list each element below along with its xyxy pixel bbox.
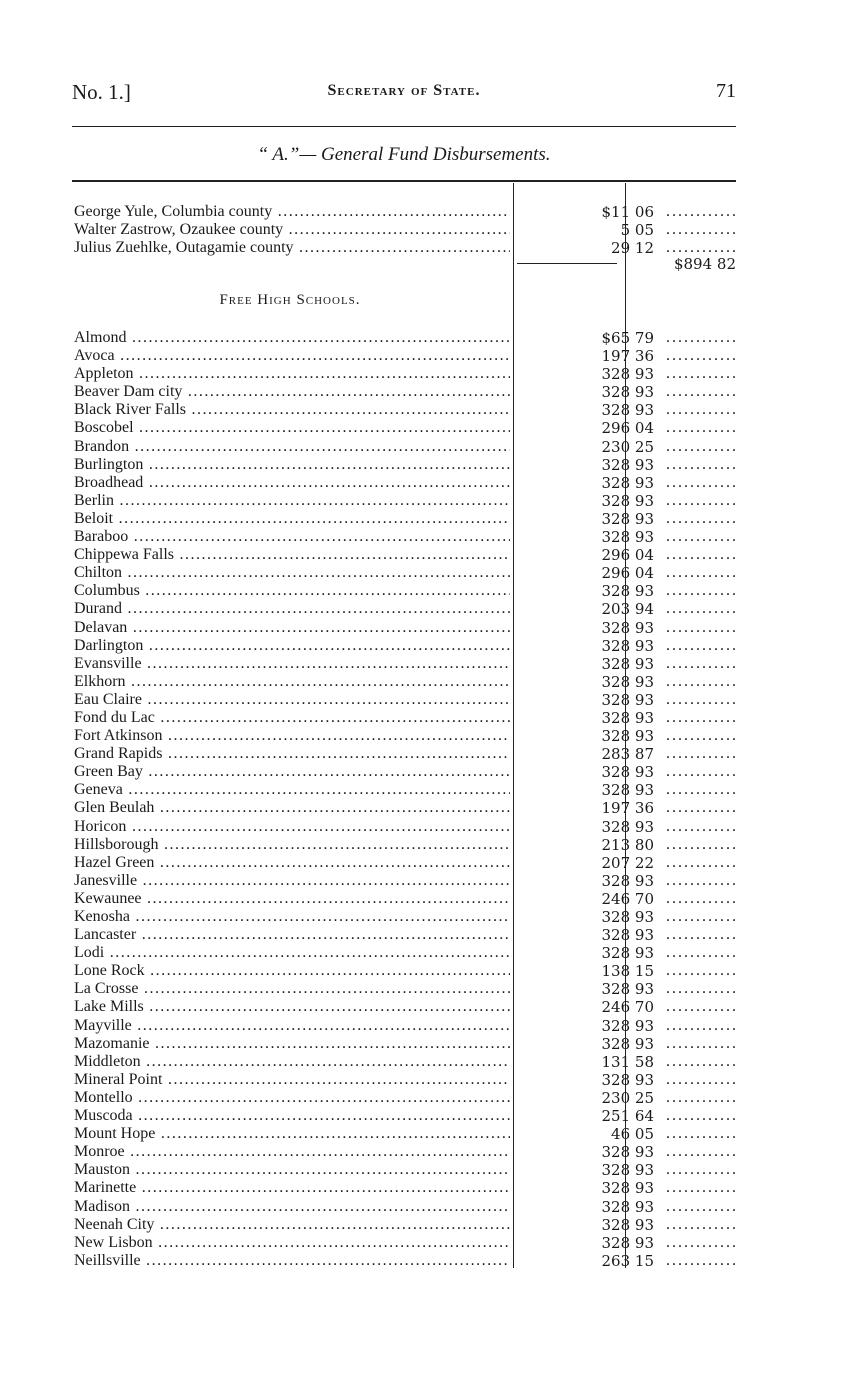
leader-dots: ............ [666,799,738,817]
table-row [74,492,738,510]
table-row [74,510,738,528]
leader-dots: ............ [666,1034,738,1052]
leader-dots: ............ [666,1197,738,1215]
table-row [74,1252,738,1270]
amount: 328 93 [601,654,654,673]
leader-dots: ............ [666,473,738,491]
leader-dots: ............ [666,727,738,745]
table-row [74,962,738,980]
table-row [74,401,738,419]
table-row [74,1053,738,1071]
leader-dots: ............ [666,908,738,925]
payee-name: Evansville ..... [74,655,510,673]
leader-dots: ............ [666,600,738,618]
leader-dots: ............ [666,1233,738,1251]
leader-dots: ............ [666,401,738,419]
leader-dots: ............ [666,203,738,220]
table-row [74,691,738,709]
payee-name: Lone Rock ..... [74,962,510,980]
payee-name: Boscobel ..... [74,419,510,437]
payee-name: Fort Atkinson ..... [74,727,510,745]
table-row [74,1107,738,1125]
payee-name: Brandon ..... [74,438,510,456]
payee-name: Middleton ..... [74,1053,510,1071]
amount: 283 87 [601,745,654,764]
payee-name: Green Bay ..... [74,763,510,781]
section-title: “ A.”— General Fund Disbursements. [257,144,551,165]
table-row [74,1017,738,1035]
amount: 296 04 [601,546,654,565]
amount: 328 93 [601,926,654,945]
payee-name: Appleton ..... [74,365,510,383]
table-row [74,564,738,582]
leader-dots: ............ [666,926,738,944]
payee-name: Delavan ..... [74,619,510,637]
payee-name: Monroe ..... [74,1143,510,1161]
table-row [74,781,738,799]
amount: 197 36 [601,347,654,366]
table-row [74,383,738,401]
table-row [74,365,738,383]
amount: 203 94 [601,600,654,619]
leader-dots: ............ [666,835,738,853]
amount: 296 04 [601,564,654,583]
payee-name: Walter Zastrow, Ozaukee county ..... [74,221,510,239]
table-row [74,1143,738,1161]
leader-dots: ............ [666,1052,738,1070]
table-row [74,619,738,637]
leader-dots: ............ [666,1070,738,1088]
payee-name: Mayville ..... [74,1017,510,1035]
table-row [74,908,738,926]
amount: 328 93 [601,401,654,420]
amount: 328 93 [601,1070,654,1089]
leader-dots: ............ [666,365,738,383]
payee-name: Hillsborough ..... [74,836,510,854]
leader-dots: ............ [666,1161,738,1179]
table-top-rule [72,180,736,182]
leader-dots: ............ [666,1251,738,1269]
payee-name: Lake Mills ..... [74,998,510,1016]
payee-name: Chilton ..... [74,564,510,582]
table-row [74,600,738,618]
amount: 251 64 [601,1107,654,1126]
payee-name: Mauston ..... [74,1161,510,1179]
payee-name: Black River Falls ..... [74,401,510,419]
payee-name: Beloit ..... [74,510,510,528]
table-row [74,203,738,221]
table-row [74,998,738,1016]
leader-dots: ............ [666,708,738,726]
amount: 328 93 [601,1034,654,1053]
disbursement-list-top [74,203,738,257]
amount: 328 93 [601,708,654,727]
leader-dots: ............ [666,1125,738,1143]
table-row [74,854,738,872]
table-row [74,836,738,854]
amount: 328 93 [601,1179,654,1198]
amount: 328 93 [601,727,654,746]
leader-dots: ............ [666,347,738,365]
payee-name: Almond ..... [74,329,510,347]
leader-dots: ............ [666,455,738,473]
leader-dots: ............ [666,329,738,346]
schools-list [74,329,738,1270]
leader-dots: ............ [666,672,738,690]
amount: 328 93 [601,672,654,691]
table-row [74,528,738,546]
table-row [74,1161,738,1179]
table-row [74,347,738,365]
amount: 328 93 [601,455,654,474]
payee-name: Burlington ..... [74,456,510,474]
payee-name: Mineral Point ..... [74,1071,510,1089]
leader-dots: ............ [666,636,738,654]
payee-name: Chippewa Falls ..... [74,546,510,564]
leader-dots: ............ [666,528,738,546]
amount: 328 93 [601,1143,654,1162]
leader-dots: ............ [666,871,738,889]
payee-name: Kenosha ..... [74,908,510,926]
amount: 263 15 [601,1251,654,1270]
amount: 328 93 [601,763,654,782]
leader-dots: ............ [666,889,738,907]
payee-name: Neenah City ..... [74,1216,510,1234]
amount: 246 70 [601,998,654,1017]
leader-dots: ............ [666,1107,738,1125]
leader-dots: ............ [666,1215,738,1233]
payee-name: Muscoda ..... [74,1107,510,1125]
leader-dots: ............ [666,491,738,509]
leader-dots: ............ [666,1088,738,1106]
leader-dots: ............ [666,1143,738,1161]
document-number: No. 1.] [72,80,131,104]
leader-dots: ............ [666,763,738,781]
leader-dots: ............ [666,944,738,962]
payee-name: Neillsville ..... [74,1252,510,1270]
table-row [74,1179,738,1197]
table-row [74,872,738,890]
leader-dots: ............ [666,1016,738,1034]
payee-name: Avoca ..... [74,347,510,365]
amount: 328 93 [601,582,654,601]
leader-dots: ............ [666,383,738,401]
table-row [74,709,738,727]
table-row [74,637,738,655]
leader-dots: ............ [666,437,738,455]
amount: 328 93 [601,1215,654,1234]
amount: 328 93 [601,618,654,637]
table-row [74,980,738,998]
amount: 328 93 [601,383,654,402]
amount: 328 93 [601,944,654,963]
amount: 328 93 [601,871,654,890]
table-row [74,763,738,781]
payee-name: Montello ..... [74,1089,510,1107]
table-row [74,926,738,944]
table-row [74,582,738,600]
table-row [74,474,738,492]
table-row [74,890,738,908]
amount: 328 93 [601,1197,654,1216]
payee-name: Lodi ..... [74,944,510,962]
amount: 328 93 [601,528,654,547]
running-title: Secretary of State. [327,82,481,99]
payee-name: Janesville ..... [74,872,510,890]
table-row [74,456,738,474]
payee-name: Lancaster ..... [74,926,510,944]
payee-name: George Yule, Columbia county ..... [74,203,510,221]
amount: 328 93 [601,473,654,492]
table-row [74,546,738,564]
amount: 197 36 [601,799,654,818]
amount: 328 93 [601,636,654,655]
amount: 328 93 [601,908,654,926]
amount: 230 25 [601,437,654,456]
payee-name: Glen Beulah ..... [74,799,510,817]
amount: 328 93 [601,690,654,709]
table-row [74,438,738,456]
leader-dots: ............ [666,618,738,636]
table-row [74,221,738,239]
leader-dots: ............ [666,509,738,527]
payee-name: La Crosse ..... [74,980,510,998]
payee-name: Beaver Dam city ..... [74,383,510,401]
header-rule [72,126,736,127]
payee-name: Julius Zuehlke, Outagamie county ..... [74,239,510,257]
amount: 328 93 [601,509,654,528]
table-row [74,1234,738,1252]
payee-name: Elkhorn ..... [74,673,510,691]
payee-name: Darlington ..... [74,637,510,655]
page-header [72,80,736,108]
table-row [74,727,738,745]
leader-dots: ............ [666,546,738,564]
payee-name: Mount Hope ..... [74,1125,510,1143]
schools-heading: Free High Schools. [219,292,361,308]
table-row [74,673,738,691]
amount: 138 15 [601,962,654,981]
table-row [74,419,738,437]
table-row [74,1198,738,1216]
leader-dots: ............ [666,853,738,871]
amount: 213 80 [601,835,654,854]
leader-dots: ............ [666,654,738,672]
table-row [74,1035,738,1053]
payee-name: Columbus ..... [74,582,510,600]
table-row [74,239,738,257]
table-row [74,1216,738,1234]
payee-name: Mazomanie ..... [74,1035,510,1053]
amount: 328 93 [601,1016,654,1035]
leader-dots: ............ [666,781,738,799]
leader-dots: ............ [666,980,738,998]
amount: 328 93 [601,491,654,510]
leader-dots: ............ [666,564,738,582]
payee-name: New Lisbon ..... [74,1234,510,1252]
amount: 46 05 [611,1125,654,1144]
payee-name: Geneva ..... [74,781,510,799]
section-total: $894 82 [673,255,736,273]
table-row [74,1071,738,1089]
table-row [74,745,738,763]
table-row [74,818,738,836]
amount: 29 12 [611,239,654,258]
amount: $65 79 [601,329,654,347]
subtotal-rule [517,263,617,264]
payee-name: Hazel Green ..... [74,854,510,872]
table-row [74,799,738,817]
amount: 246 70 [601,889,654,908]
amount: 328 93 [601,1233,654,1252]
amount: 328 93 [601,365,654,384]
amount: 131 58 [601,1052,654,1071]
table-row [74,1125,738,1143]
leader-dots: ............ [666,690,738,708]
amount: 230 25 [601,1088,654,1107]
amount: 328 93 [601,781,654,800]
table-row [74,329,738,347]
table-row [74,944,738,962]
payee-name: Berlin ..... [74,492,510,510]
leader-dots: ............ [666,962,738,980]
payee-name: Kewaunee ..... [74,890,510,908]
payee-name: Horicon ..... [74,818,510,836]
amount: 328 93 [601,1161,654,1180]
amount: 328 93 [601,980,654,999]
payee-name: Eau Claire ..... [74,691,510,709]
amount: 207 22 [601,853,654,872]
table-row [74,1089,738,1107]
payee-name: Broadhead ..... [74,474,510,492]
payee-name: Fond du Lac ..... [74,709,510,727]
amount: $11 06 [601,203,654,221]
leader-dots: ............ [666,998,738,1016]
leader-dots: ............ [666,745,738,763]
payee-name: Durand ..... [74,600,510,618]
payee-name: Marinette ..... [74,1179,510,1197]
leader-dots: ............ [666,582,738,600]
amount: 5 05 [620,221,654,240]
payee-name: Grand Rapids ..... [74,745,510,763]
leader-dots: ............ [666,221,738,239]
payee-name: Baraboo ..... [74,528,510,546]
leader-dots: ............ [666,1179,738,1197]
leader-dots: ............ [666,239,738,257]
amount: 328 93 [601,817,654,836]
table-row [74,655,738,673]
amount: 296 04 [601,419,654,438]
leader-dots: ............ [666,419,738,437]
payee-name: Madison ..... [74,1198,510,1216]
leader-dots: ............ [666,817,738,835]
page-number: 71 [716,80,736,102]
